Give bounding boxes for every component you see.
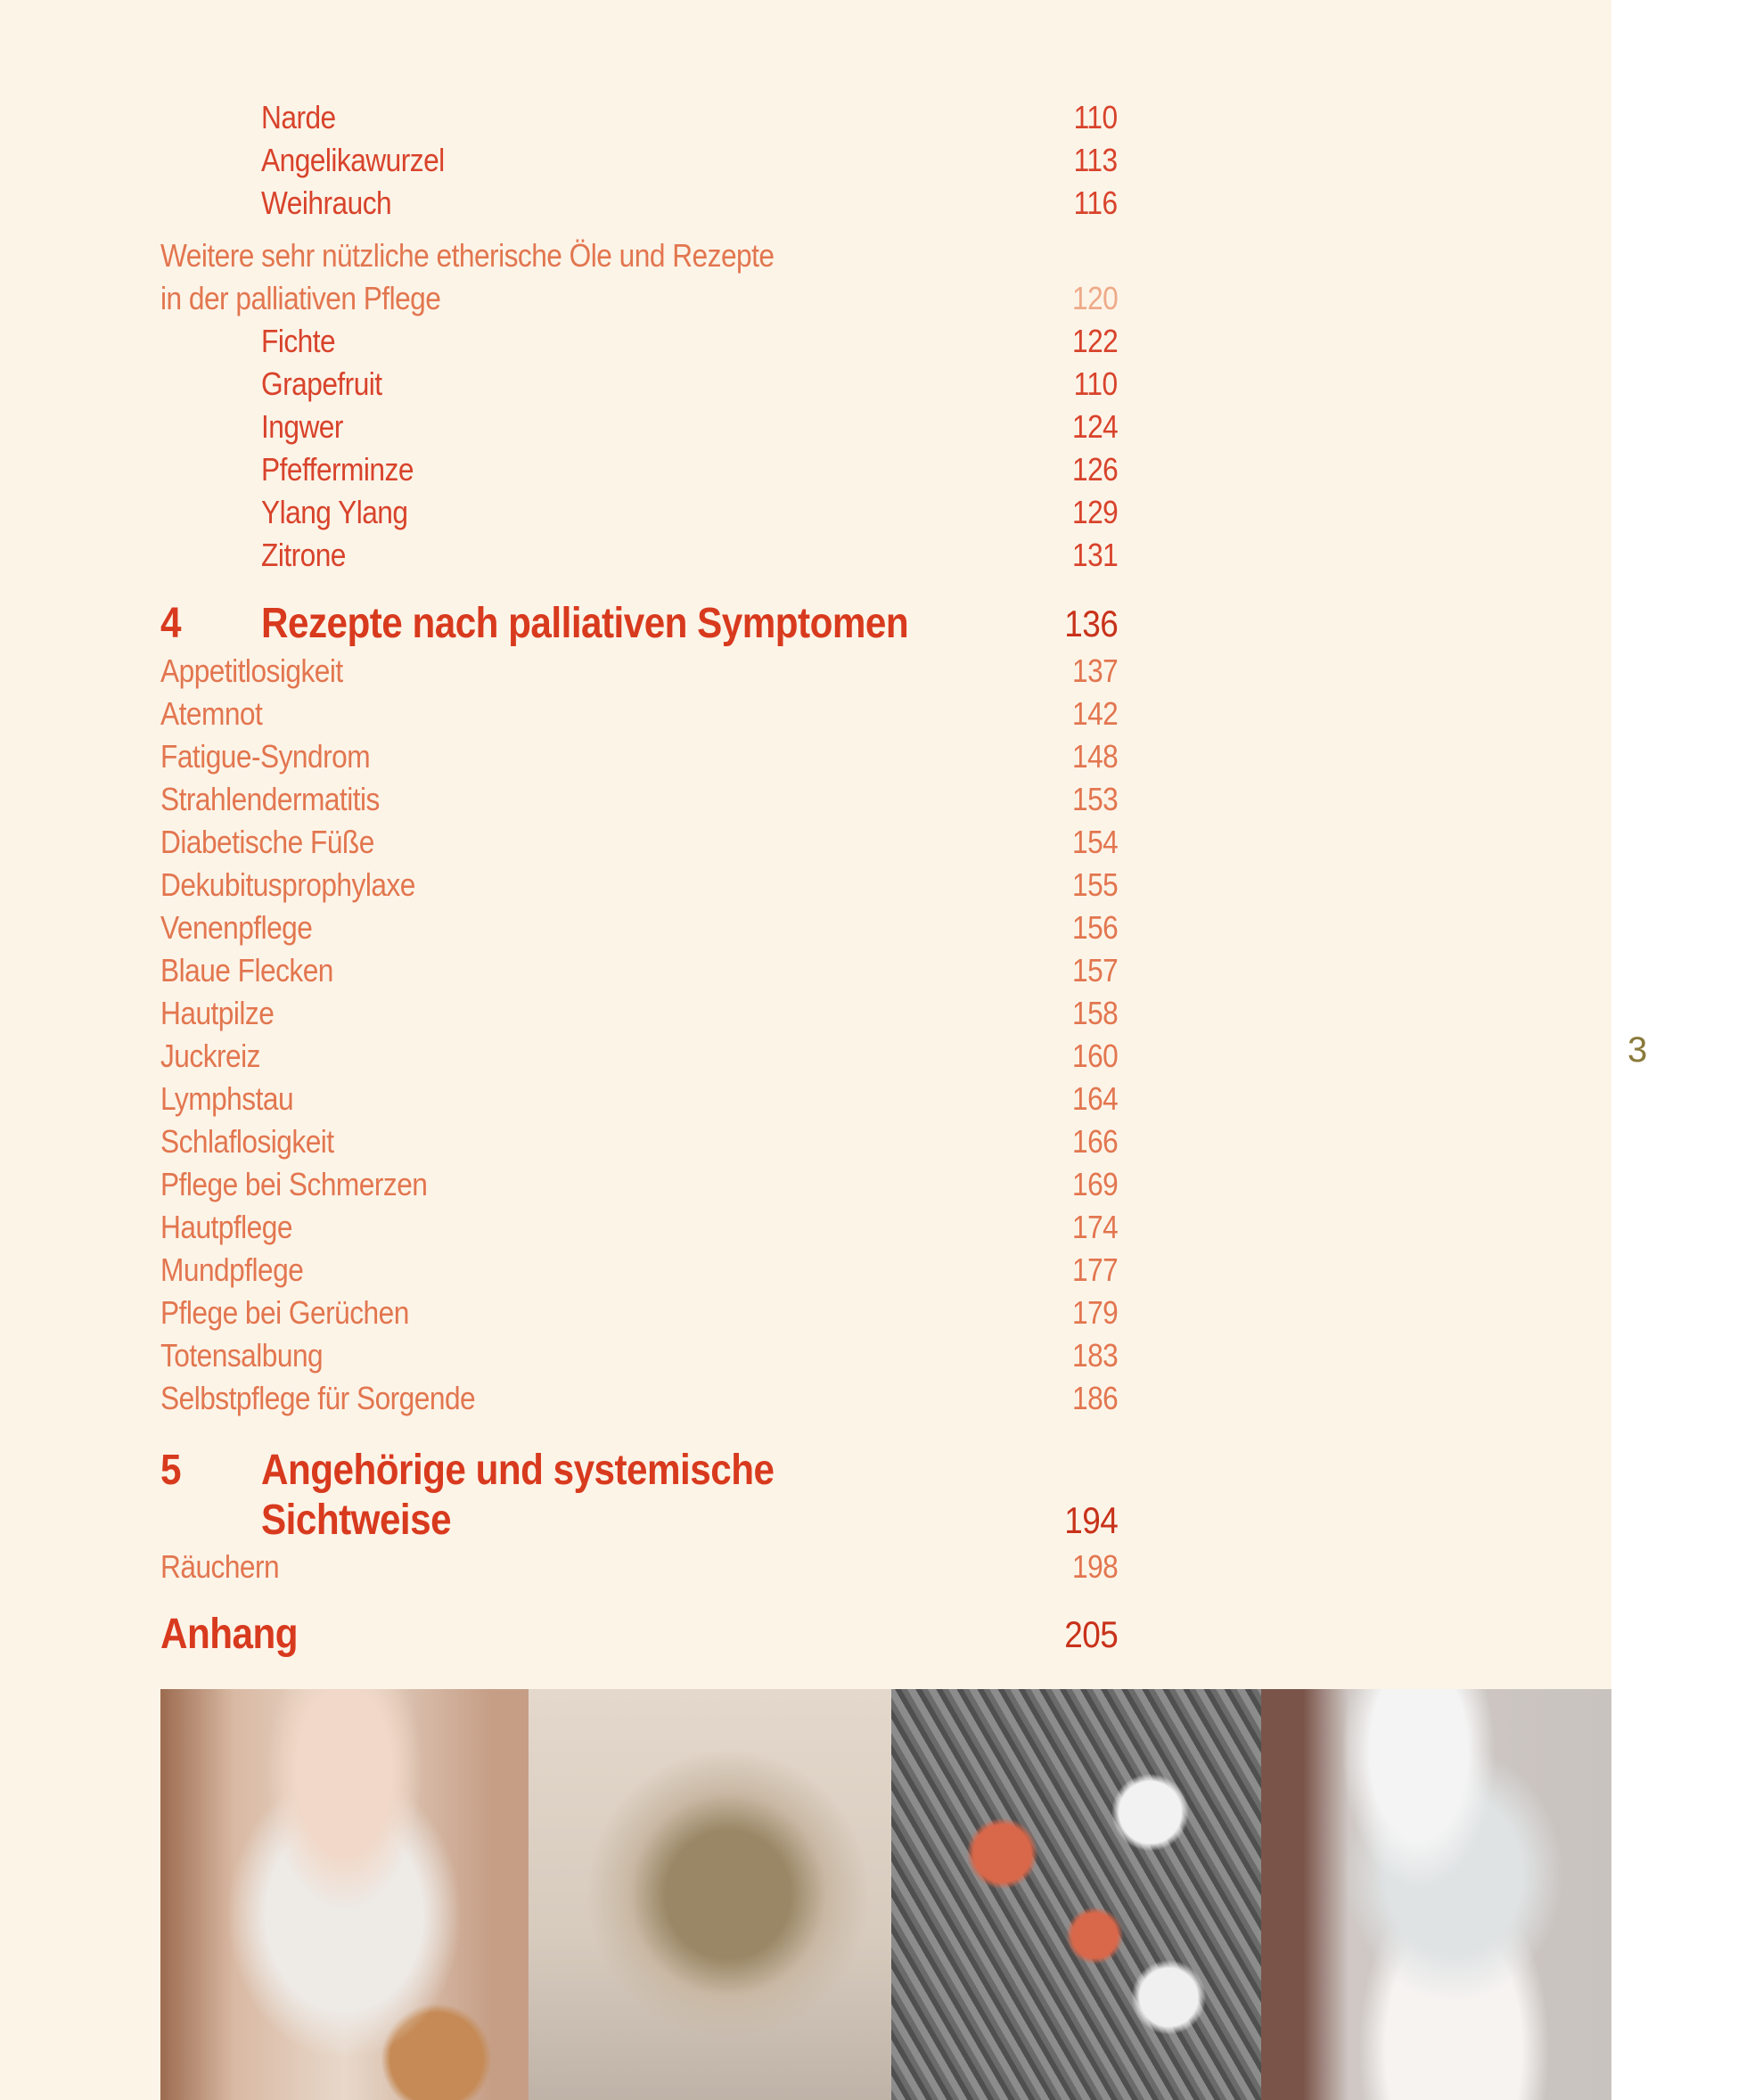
entry-title: Dekubitusprophylaxe bbox=[160, 866, 415, 903]
entry-page-number: 124 bbox=[1071, 408, 1118, 445]
entry-title: Anhang bbox=[160, 1611, 299, 1658]
entry-title: Strahlendermatitis bbox=[160, 781, 380, 817]
entry-page-number: 158 bbox=[1071, 995, 1118, 1031]
entry-title: Weitere sehr nützliche etherische Öle und Rezepte bbox=[160, 237, 775, 274]
toc-chapter-heading[interactable] bbox=[160, 599, 1118, 649]
toc-entry[interactable] bbox=[160, 906, 1118, 949]
toc-entry[interactable] bbox=[160, 1334, 1118, 1377]
entry-title: Mundpflege bbox=[160, 1251, 304, 1288]
toc-entry[interactable] bbox=[160, 735, 1118, 778]
entry-page-number: 157 bbox=[1071, 952, 1118, 988]
toc-entry[interactable] bbox=[160, 1163, 1118, 1206]
entry-page-number: 166 bbox=[1071, 1123, 1118, 1160]
entry-page-number: 110 bbox=[1074, 99, 1118, 135]
entry-page-number: 174 bbox=[1071, 1209, 1118, 1245]
entry-page-number: 154 bbox=[1071, 824, 1118, 860]
toc-entry[interactable] bbox=[160, 534, 1118, 577]
toc-entry[interactable] bbox=[160, 448, 1118, 491]
toc-chapter-heading[interactable] bbox=[160, 1446, 1118, 1496]
entry-page-number: 126 bbox=[1071, 451, 1118, 488]
entry-page-number: 155 bbox=[1071, 866, 1118, 903]
entry-page-number: 120 bbox=[1071, 280, 1118, 316]
entry-title: Schlaflosigkeit bbox=[160, 1123, 334, 1160]
entry-title: Grapefruit bbox=[261, 365, 382, 402]
toc-entry[interactable] bbox=[160, 320, 1118, 363]
entry-title: Hautpilze bbox=[160, 995, 275, 1031]
toc-entry[interactable] bbox=[160, 778, 1118, 821]
entry-title: Zitrone bbox=[261, 537, 346, 573]
toc-chapter-heading[interactable] bbox=[160, 1610, 1118, 1660]
entry-page-number: 169 bbox=[1071, 1166, 1118, 1202]
toc-entry[interactable] bbox=[160, 1249, 1118, 1292]
chapter-number: 5 bbox=[160, 1447, 181, 1494]
entry-page-number: 142 bbox=[1071, 695, 1118, 732]
entry-title: Pflege bei Schmerzen bbox=[160, 1166, 428, 1202]
toc-entry[interactable] bbox=[160, 406, 1118, 448]
toc-entry[interactable] bbox=[160, 1078, 1118, 1120]
toc-entry[interactable] bbox=[160, 1206, 1118, 1249]
chapter-number: 4 bbox=[160, 600, 181, 647]
entry-title: Atemnot bbox=[160, 695, 263, 732]
toc-chapter-heading[interactable] bbox=[160, 1496, 1118, 1546]
entry-title: Venenpflege bbox=[160, 909, 313, 946]
entry-page-number: 113 bbox=[1074, 142, 1118, 178]
entry-title: Appetitlosigkeit bbox=[160, 652, 343, 689]
toc-entry[interactable] bbox=[160, 821, 1118, 864]
toc-entry[interactable] bbox=[160, 1377, 1118, 1420]
entry-page-number: 179 bbox=[1071, 1294, 1118, 1331]
entry-page-number: 194 bbox=[1063, 1499, 1118, 1541]
toc-entry[interactable] bbox=[160, 693, 1118, 735]
entry-page-number: 122 bbox=[1071, 323, 1118, 359]
toc-entry[interactable] bbox=[160, 96, 1118, 139]
entry-page-number: 148 bbox=[1071, 738, 1118, 775]
toc-entry[interactable] bbox=[160, 992, 1118, 1035]
entry-page-number: 153 bbox=[1071, 781, 1118, 817]
entry-page-number: 177 bbox=[1071, 1251, 1118, 1288]
entry-page-number: 116 bbox=[1074, 185, 1118, 221]
toc-entry[interactable] bbox=[160, 363, 1118, 406]
entry-page-number: 198 bbox=[1071, 1548, 1118, 1585]
entry-title: Fichte bbox=[261, 323, 336, 359]
toc-entry[interactable] bbox=[160, 1546, 1118, 1588]
entry-title: Räuchern bbox=[160, 1548, 280, 1585]
entry-title: Lymphstau bbox=[160, 1080, 294, 1117]
entry-page-number: 160 bbox=[1071, 1038, 1118, 1074]
entry-page-number: 137 bbox=[1071, 652, 1118, 689]
toc-entry[interactable] bbox=[160, 949, 1118, 992]
entry-title: Hautpflege bbox=[160, 1209, 292, 1245]
toc-entry[interactable] bbox=[160, 1035, 1118, 1078]
entry-page-number: 186 bbox=[1071, 1380, 1118, 1416]
photo-dried-herbs-and-petals bbox=[891, 1689, 1261, 2100]
entry-page-number: 164 bbox=[1071, 1080, 1118, 1117]
entry-title: Totensalbung bbox=[160, 1337, 324, 1374]
entry-title: Pfefferminze bbox=[261, 451, 414, 488]
entry-title: Blaue Flecken bbox=[160, 952, 333, 988]
entry-page-number: 110 bbox=[1074, 365, 1118, 402]
toc-entry[interactable] bbox=[160, 182, 1118, 225]
toc-entry[interactable] bbox=[160, 491, 1118, 534]
entry-title: in der palliativen Pflege bbox=[160, 280, 441, 316]
entry-page-number: 129 bbox=[1071, 494, 1118, 530]
toc-entry[interactable] bbox=[160, 864, 1118, 906]
entry-page-number: 205 bbox=[1063, 1613, 1118, 1655]
entry-page-number: 136 bbox=[1063, 603, 1118, 644]
entry-title: Weihrauch bbox=[261, 185, 392, 221]
toc-entry[interactable] bbox=[160, 139, 1118, 182]
toc-entry[interactable] bbox=[160, 234, 1118, 277]
photo-smoking-resin bbox=[529, 1689, 891, 2100]
entry-page-number: 131 bbox=[1071, 537, 1118, 573]
entry-title: Pflege bei Gerüchen bbox=[160, 1294, 409, 1331]
toc-entry[interactable] bbox=[160, 1120, 1118, 1163]
entry-title: Fatigue-Syndrom bbox=[160, 738, 371, 775]
entry-title: Sichtweise bbox=[261, 1497, 452, 1544]
photo-bowl-with-hands bbox=[160, 1689, 529, 2100]
entry-title: Diabetische Füße bbox=[160, 824, 374, 860]
entry-title: Ingwer bbox=[261, 408, 343, 445]
entry-title: Angehörige und systemische bbox=[261, 1447, 775, 1494]
page-number: 3 bbox=[1627, 1030, 1648, 1070]
entry-title: Selbstpflege für Sorgende bbox=[160, 1380, 476, 1416]
photo-glass-bowl-petals bbox=[1261, 1689, 1611, 2100]
entry-page-number: 156 bbox=[1071, 909, 1118, 946]
entry-title: Juckreiz bbox=[160, 1038, 260, 1074]
entry-title: Rezepte nach palliativen Symptomen bbox=[261, 600, 909, 647]
entry-page-number: 183 bbox=[1071, 1337, 1118, 1374]
entry-title: Ylang Ylang bbox=[261, 494, 408, 530]
entry-title: Narde bbox=[261, 99, 336, 135]
toc-entry[interactable] bbox=[160, 650, 1118, 693]
toc-entry[interactable] bbox=[160, 1292, 1118, 1334]
toc-entry[interactable] bbox=[160, 277, 1118, 320]
entry-title: Angelikawurzel bbox=[261, 142, 445, 178]
